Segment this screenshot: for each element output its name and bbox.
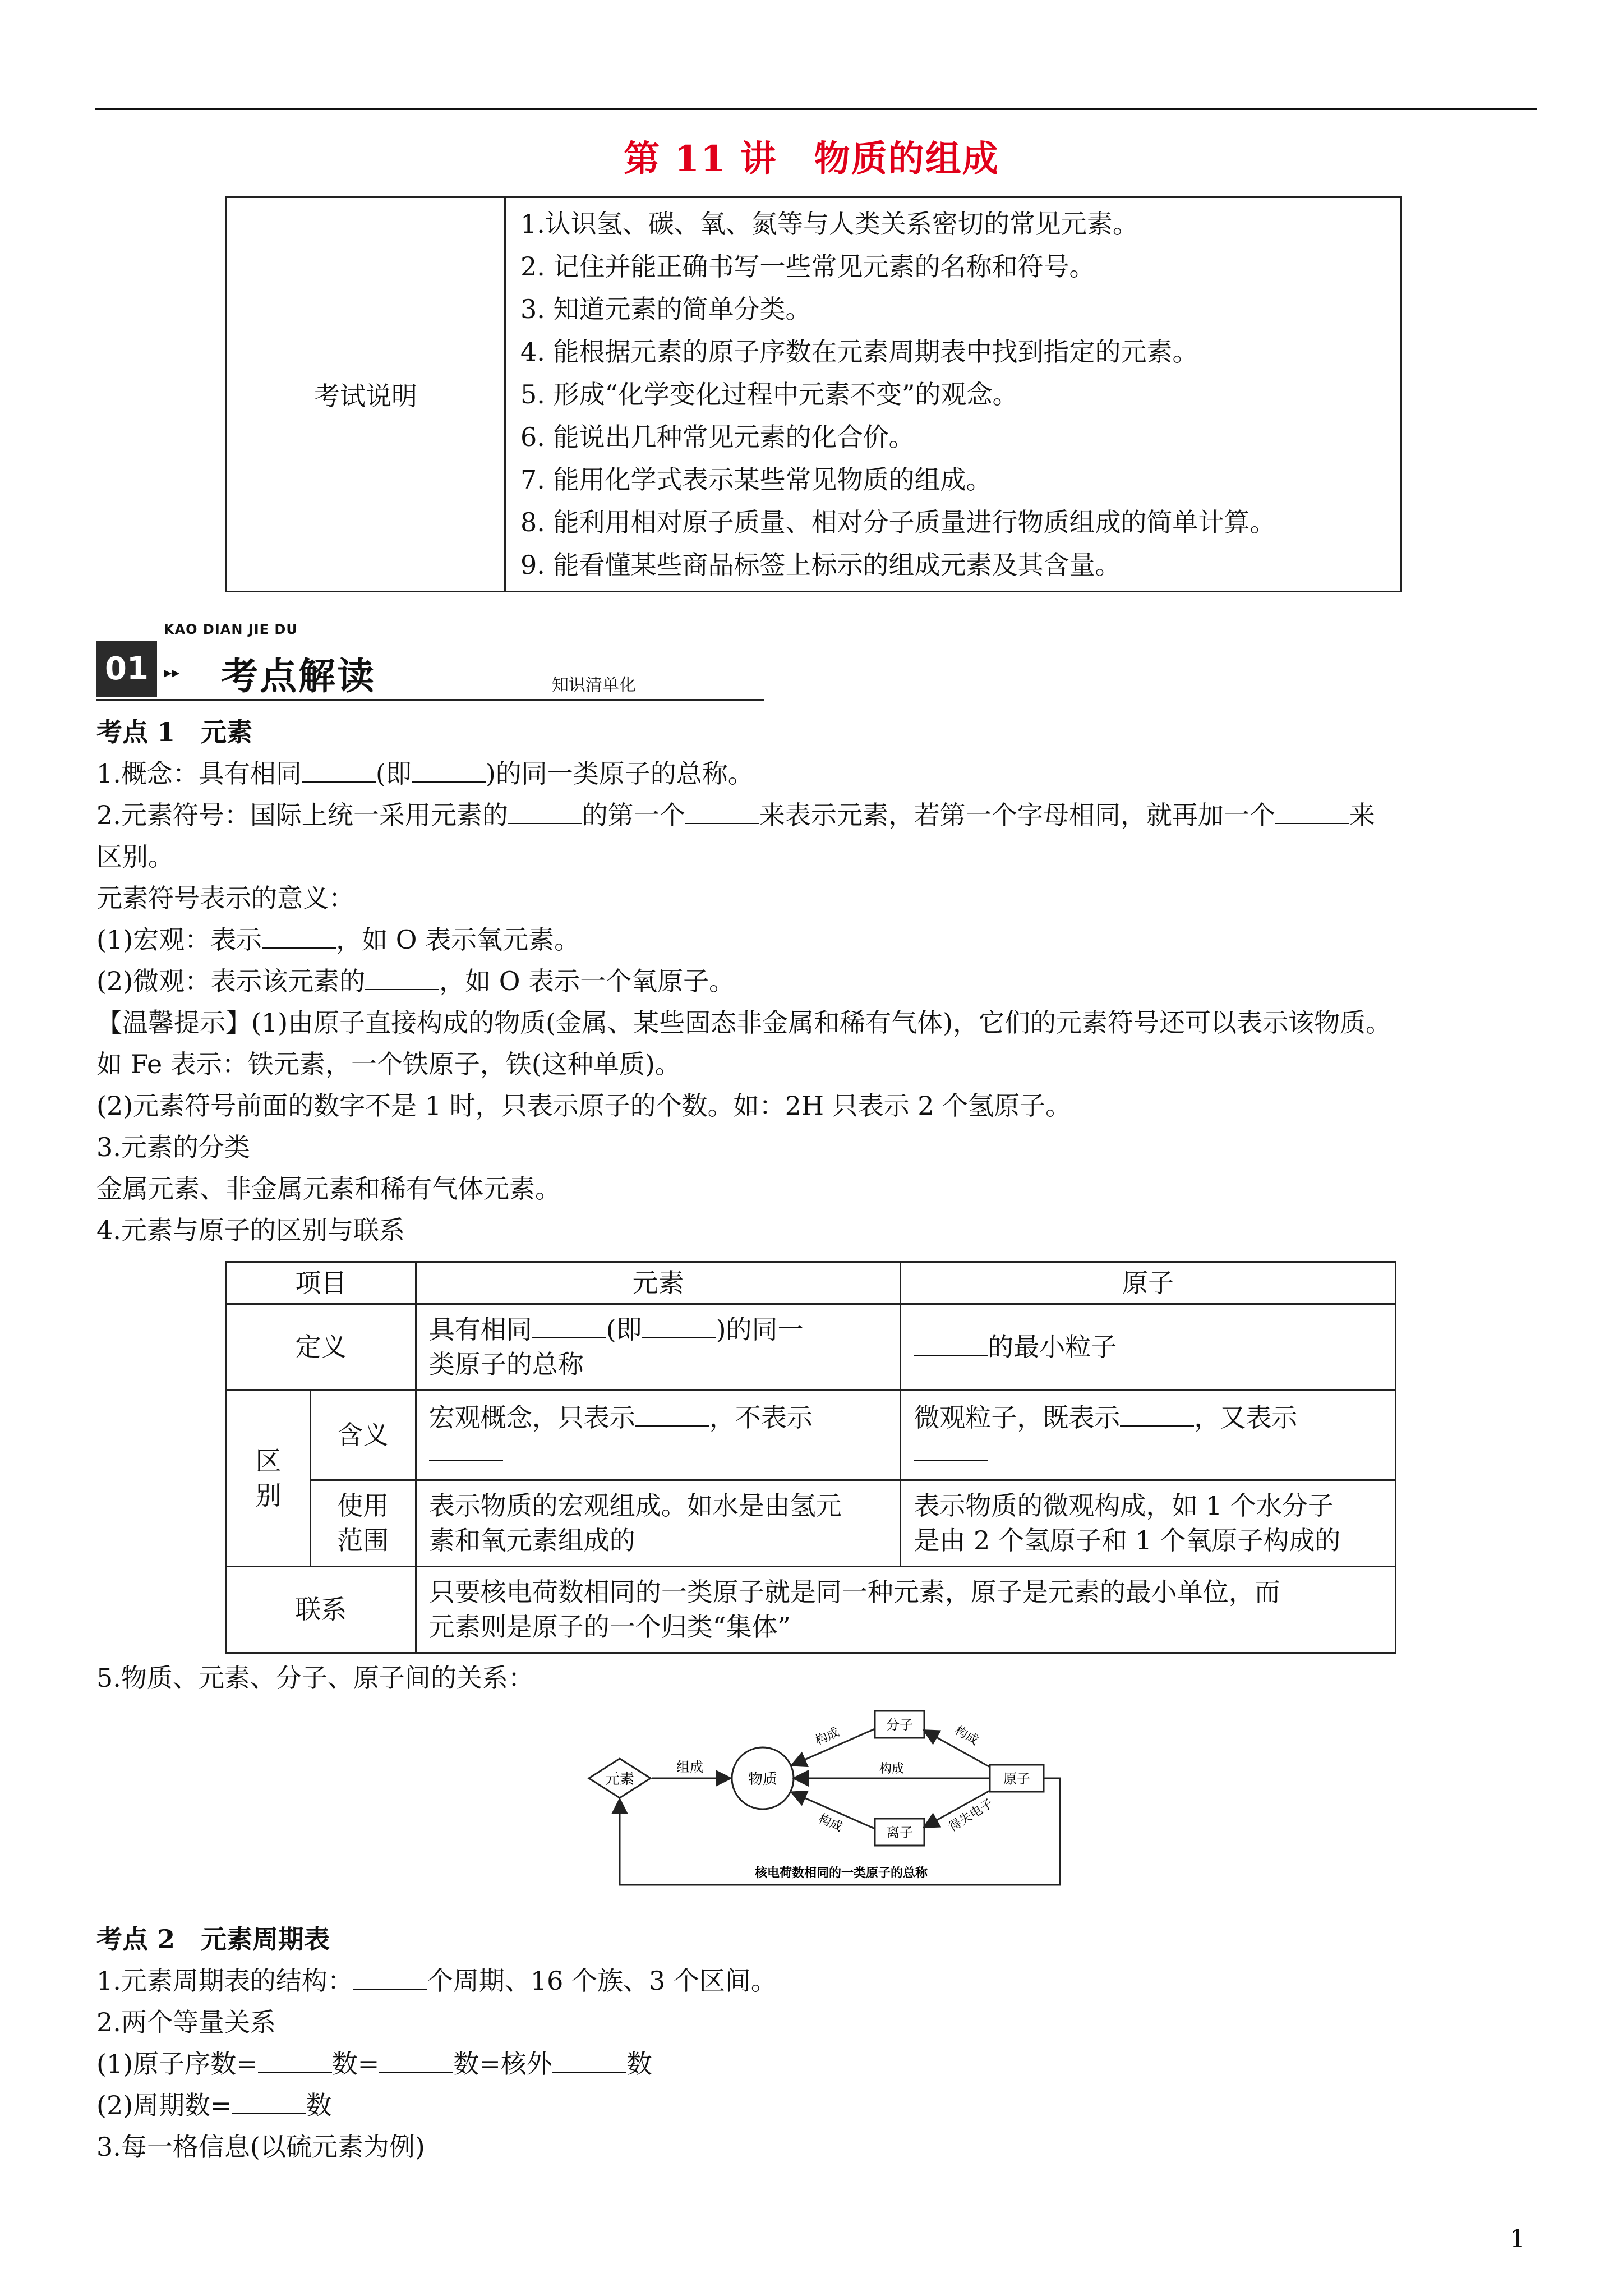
row-definition-label: 定义	[227, 1304, 416, 1390]
exam-item: 8. 能利用相对原子质量、相对分子质量进行物质组成的简单计算。	[520, 507, 1276, 537]
header-rule	[95, 108, 1537, 110]
fill-blank	[379, 2049, 453, 2073]
fill-blank	[365, 967, 439, 990]
build-label: 构成	[813, 1725, 842, 1749]
meaning-label: 含义	[310, 1390, 416, 1480]
fill-blank	[685, 800, 759, 824]
tip-line-3: (2)元素符号前面的数字不是 1 时，只表示原子的个数。如：2H 只表示 2 个氢原子。	[96, 1091, 1072, 1121]
element-label: 元素	[605, 1771, 635, 1788]
macro-line: (1)宏观：表示 ，如 O 表示氧元素。	[96, 924, 580, 955]
exam-item: 5. 形成“化学变化过程中元素不变”的观念。	[520, 379, 1018, 409]
banner-number: 01	[96, 641, 157, 697]
build-label: 构成	[952, 1723, 981, 1749]
build-label: 构成	[879, 1762, 905, 1776]
fill-blank	[262, 925, 336, 949]
exam-item: 7. 能用化学式表示某些常见物质的组成。	[520, 464, 992, 495]
page-title: 第 11 讲 物质的组成	[624, 138, 999, 180]
col-header-element: 元素	[416, 1262, 901, 1304]
atom-label: 原子	[1003, 1771, 1030, 1787]
classification-heading: 3.元素的分类	[96, 1132, 250, 1162]
ion-label: 离子	[886, 1825, 913, 1841]
exam-label: 考试说明	[227, 197, 505, 592]
row-link-label: 联系	[227, 1566, 416, 1653]
col-header-item: 项目	[227, 1262, 416, 1304]
definition-atom: 的最小粒子	[901, 1304, 1396, 1390]
fill-blank	[302, 759, 376, 783]
col-header-atom: 原子	[901, 1262, 1396, 1304]
fill-blank	[429, 1438, 503, 1461]
fill-blank	[552, 2049, 626, 2073]
comparison-heading: 4.元素与原子的区别与联系	[96, 1215, 405, 1245]
fill-blank	[532, 1315, 606, 1338]
link-text: 只要核电荷数相同的一类原子就是同一种元素，原子是元素的最小单位，而 元素则是原子的一个归类“集体”	[416, 1566, 1395, 1653]
meaning-element: 宏观概念，只表示 ，不表示	[416, 1390, 901, 1480]
relationship-diagram	[578, 1688, 1071, 1913]
symbol-meaning: 元素符号表示的意义：	[96, 883, 354, 913]
exam-item: 6. 能说出几种常见元素的化合价。	[520, 422, 915, 452]
fill-blank	[232, 2091, 306, 2114]
definition-element: 具有相同 (即 )的同一 类原子的总称	[416, 1304, 901, 1390]
fill-blank	[508, 800, 582, 824]
banner-subtitle: 知识清单化	[552, 675, 636, 695]
molecule-label: 分子	[886, 1717, 913, 1733]
micro-line: (2)微观：表示该元素的 ，如 O 表示一个氧原子。	[96, 966, 735, 996]
exam-item: 3. 知道元素的简单分类。	[520, 294, 811, 324]
period-number-line: (2)周期数= 数	[96, 2090, 332, 2120]
build-label: 构成	[816, 1811, 845, 1835]
banner-underline	[96, 699, 764, 701]
element-atom-table	[225, 1261, 1396, 1654]
section-banner	[96, 622, 764, 706]
fill-blank	[258, 2049, 332, 2073]
fill-blank	[635, 1403, 709, 1427]
gain-lose-label: 得失电子	[946, 1796, 996, 1835]
exam-description-table	[225, 196, 1402, 592]
fill-blank	[642, 1315, 716, 1338]
banner-heading: 考点解读	[221, 655, 376, 698]
section2-heading: 考点 2 元素周期表	[96, 1924, 330, 1954]
concept-line: 1.概念：具有相同 (即 )的同一类原子的总称。	[96, 758, 754, 789]
substance-label: 物质	[748, 1771, 778, 1788]
scope-atom: 表示物质的微观构成，如 1 个水分子 是由 2 个氢原子和 1 个氧原子构成的	[901, 1480, 1396, 1567]
relationship-heading: 5.物质、元素、分子、原子间的关系：	[96, 1663, 534, 1693]
fill-blank	[412, 759, 486, 783]
fill-blank	[353, 1966, 427, 1990]
atomic-number-line: (1)原子序数= 数= 数=核外 数	[96, 2049, 652, 2079]
scope-label: 使用 范围	[310, 1480, 416, 1567]
tip-line-2: 如 Fe 表示：铁元素，一个铁原子，铁(这种单质)。	[96, 1049, 681, 1079]
double-arrow-icon: ▸▸	[164, 663, 180, 682]
bottom-label: 核电荷数相同的一类原子的总称	[754, 1866, 928, 1880]
exam-item: 4. 能根据元素的原子序数在元素周期表中找到指定的元素。	[520, 337, 1198, 367]
equal-relation-heading: 2.两个等量关系	[96, 2007, 276, 2037]
scope-element: 表示物质的宏观组成。如水是由氢元 素和氧元素组成的	[416, 1480, 901, 1567]
symbol-line: 2.元素符号：国际上统一采用元素的 的第一个 来表示元素，若第一个字母相同，就再加一个 来	[96, 800, 1375, 830]
tip-line-1: 【温馨提示】(1)由原子直接构成的物质(金属、某些固态非金属和稀有气体)，它们的元素符号还可以表示该物质。	[96, 1007, 1392, 1038]
compose-label: 组成	[676, 1759, 703, 1775]
fill-blank	[1120, 1403, 1194, 1427]
fill-blank	[914, 1438, 988, 1461]
exam-item: 1.认识氢、碳、氧、氮等与人类关系密切的常见元素。	[520, 209, 1138, 239]
page-number: 1	[1510, 2225, 1525, 2253]
section1-heading: 考点 1 元素	[96, 717, 253, 747]
row-difference-label: 区 别	[227, 1390, 311, 1566]
fill-blank	[914, 1332, 988, 1356]
exam-item: 2. 记住并能正确书写一些常见元素的名称和符号。	[520, 251, 1095, 282]
cell-info-heading: 3.每一格信息(以硫元素为例)	[96, 2132, 425, 2162]
periodic-structure-line: 1.元素周期表的结构： 个周期、16 个族、3 个区间。	[96, 1966, 777, 1996]
symbol-line-cont: 区别。	[96, 841, 174, 872]
exam-items	[505, 197, 1401, 592]
fill-blank	[1275, 800, 1349, 824]
classification-text: 金属元素、非金属元素和稀有气体元素。	[96, 1174, 561, 1204]
exam-item: 9. 能看懂某些商品标签上标示的组成元素及其含量。	[520, 550, 1121, 580]
meaning-atom: 微观粒子，既表示 ，又表示	[901, 1390, 1396, 1480]
banner-pinyin: KAO DIAN JIE DU	[164, 622, 298, 637]
